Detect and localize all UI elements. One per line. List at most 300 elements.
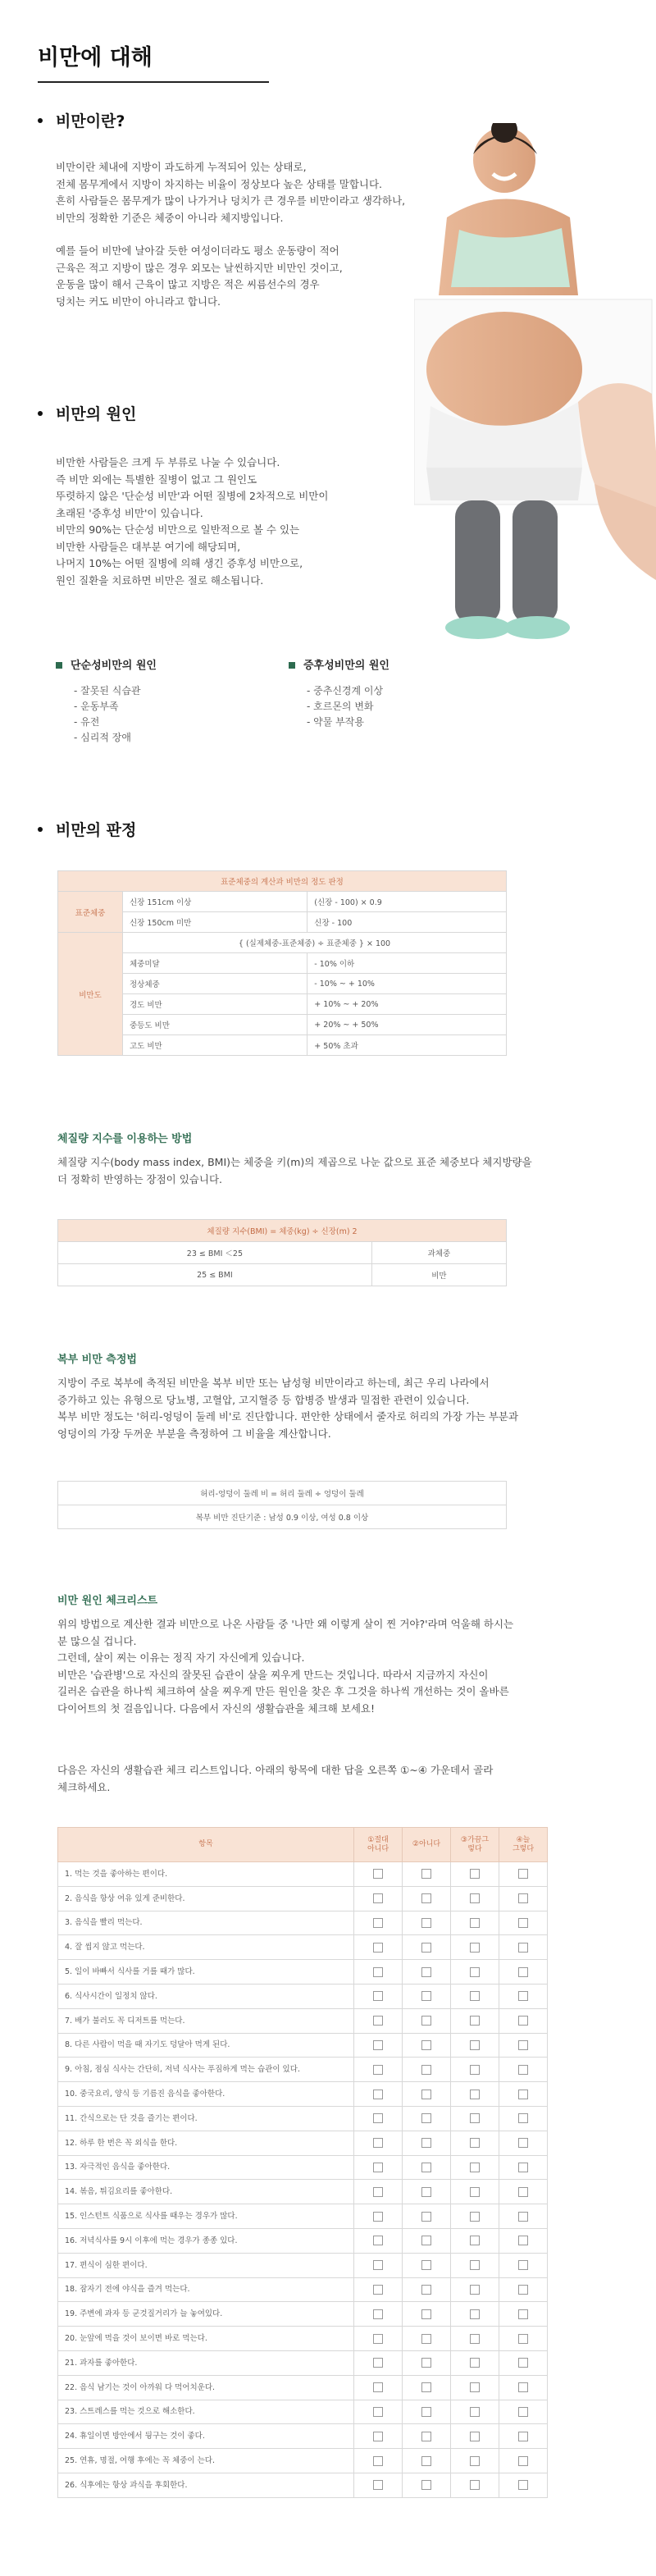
option-1-cell [354,2131,403,2155]
obesity-degree-table [57,870,507,1056]
paragraph-line: 다음은 자신의 생활습관 체크 리스트입니다. 아래의 항목에 대한 답을 오른쪽 ①~④ 가운데서 골라 [57,1764,494,1776]
table-cell: 체중미달 [123,953,308,974]
paragraph-line: 즉 비만 외에는 특별한 질병이 없고 그 원인도 [56,473,257,486]
header-line: 렇다 [467,1844,482,1853]
checkbox-icon[interactable] [518,2163,528,2172]
table-row [58,2302,548,2327]
checkbox-icon[interactable] [518,2432,528,2441]
option-1-cell [354,2204,403,2229]
option-4-cell [499,2473,548,2497]
checklist-item-label: 17. 편식이 심한 편이다. [58,2253,354,2277]
checkbox-icon[interactable] [373,2138,383,2148]
option-1-cell [354,2228,403,2253]
checkbox-icon[interactable] [518,2358,528,2368]
checkbox-icon[interactable] [421,2065,431,2075]
checkbox-icon[interactable] [373,1943,383,1953]
option-2-cell [403,1935,451,1960]
option-1-cell [354,2106,403,2131]
checkbox-icon[interactable] [470,2187,480,2197]
simple-obesity-causes [56,656,157,746]
checkbox-icon[interactable] [518,1943,528,1953]
checkbox-icon[interactable] [373,2456,383,2466]
checklist-text [57,1616,623,1717]
abdominal-text [57,1375,615,1442]
list-item: - 잘못된 식습관 [74,685,141,697]
checkbox-icon[interactable] [373,1869,383,1879]
option-1-cell [354,1911,403,1935]
option-3-cell [451,2008,499,2033]
checkbox-icon[interactable] [518,2260,528,2270]
checklist-item-label: 2. 음식을 항상 여유 있게 준비한다. [58,1886,354,1911]
option-4-cell [499,2302,548,2327]
option-4-header [499,1828,548,1862]
option-3-header [451,1828,499,1862]
table-row [58,2327,548,2351]
paragraph-line: 나머지 10%는 어떤 질병에 의해 생긴 증후성 비만으로, [56,557,303,569]
checklist-item-label: 6. 식사시간이 일정치 않다. [58,1984,354,2008]
option-2-cell [403,1960,451,1985]
symptomatic-causes-title-label: 증후성비만의 원인 [303,660,390,672]
checkbox-icon[interactable] [373,2236,383,2245]
option-4-cell [499,2277,548,2302]
checkbox-icon[interactable] [373,2432,383,2441]
option-2-cell [403,1984,451,2008]
table-row [58,2473,548,2497]
checkbox-icon[interactable] [421,1893,431,1903]
checkbox-icon[interactable] [421,2382,431,2392]
checkbox-icon[interactable] [373,2334,383,2344]
option-4-cell [499,2033,548,2058]
checkbox-icon[interactable] [518,2090,528,2099]
table-cell: 비만 [371,1264,506,1286]
checkbox-icon[interactable] [470,2382,480,2392]
paragraph-line: 다이어트의 첫 걸음입니다. 다음에서 자신의 생활습관을 체크해 보세요! [57,1701,375,1715]
checklist-item-label: 20. 눈앞에 먹을 것이 보이면 바로 먹는다. [58,2327,354,2351]
option-2-cell [403,1911,451,1935]
table-row [58,2033,548,2058]
option-3-cell [451,1935,499,1960]
table-row [58,1862,548,1887]
paragraph-line: 뚜렷하지 않은 '단순성 비만'과 어떤 질병에 2차적으로 비만이 [56,490,329,502]
option-3-cell [451,2277,499,2302]
checkbox-icon[interactable] [373,2382,383,2392]
option-4-cell [499,2058,548,2082]
checkbox-icon[interactable] [470,1869,480,1879]
option-4-cell [499,2180,548,2204]
checkbox-icon[interactable] [421,1943,431,1953]
option-1-cell [354,2253,403,2277]
checkbox-icon[interactable] [470,2260,480,2270]
paragraph-line: 위의 방법으로 계산한 결과 비만으로 나온 사람들 중 '나만 왜 이렇게 살이 찐 거야?'라며 억울해 하시는 [57,1618,514,1630]
option-1-cell [354,2449,403,2473]
table-row [58,2008,548,2033]
checklist-item-label: 9. 아침, 점심 식사는 간단히, 저녁 식사는 푸짐하게 먹는 습관이 있다. [58,2058,354,2082]
table-row [58,2058,548,2082]
checkbox-icon[interactable] [373,2090,383,2099]
table-row [58,2082,548,2107]
checkbox-icon[interactable] [518,2212,528,2222]
option-4-cell [499,2253,548,2277]
list-item: - 운동부족 [74,701,119,712]
checkbox-icon[interactable] [373,2113,383,2123]
paragraph-line: 체질량 지수(body mass index, BMI)는 체중을 키(m)의 제곱으로 나눈 값으로 표준 체중보다 체지방량을 [57,1156,532,1168]
table-row [58,2228,548,2253]
checkbox-icon[interactable] [518,2138,528,2148]
checkbox-icon[interactable] [518,2236,528,2245]
header-line: ③가끔그 [460,1835,490,1844]
header-line: 아니다 [367,1844,390,1853]
option-1-cell [354,2082,403,2107]
option-4-cell [499,1886,548,1911]
paragraph-line: 비만의 정확한 기준은 체중이 아니라 체지방입니다. [56,211,284,224]
option-3-cell [451,2082,499,2107]
option-2-header [403,1828,451,1862]
table-cell: 경도 비만 [123,994,308,1015]
table-cell: + 50% 초과 [308,1035,507,1056]
table-row [58,2131,548,2155]
page-title: 비만에 대해 [38,45,153,71]
checkbox-icon[interactable] [470,2456,480,2466]
checkbox-icon[interactable] [518,1991,528,2001]
option-1-cell [354,2302,403,2327]
checkbox-icon[interactable] [421,2456,431,2466]
checkbox-icon[interactable] [470,1967,480,1977]
paragraph-line: 근육은 적고 지방이 많은 경우 외모는 날씬하지만 비만인 것이고, [56,261,343,274]
checklist-item-label: 23. 스트레스를 먹는 것으로 해소한다. [58,2400,354,2424]
paragraph-line: 분 많으실 겁니다. [57,1634,137,1647]
table-cell: 신장 - 100 [308,912,507,933]
checkbox-icon[interactable] [470,2113,480,2123]
checklist-item-label: 18. 잠자기 전에 야식을 즐겨 먹는다. [58,2277,354,2302]
checklist-item-label: 22. 음식 남기는 것이 아까워 다 먹어치운다. [58,2375,354,2400]
checklist-table [57,1827,548,2498]
table-cell: 허리-엉덩이 둘레 비 = 허리 둘레 ÷ 엉덩이 둘레 [58,1482,507,1505]
checkbox-icon[interactable] [421,2236,431,2245]
option-4-cell [499,2400,548,2424]
simple-causes-title [56,656,157,672]
header-line: 그렇다 [512,1844,535,1853]
paragraph-line: 흔히 사람들은 몸무게가 많이 나가거나 덩치가 큰 경우를 비만이라고 생각하나, [56,194,406,207]
checkbox-icon[interactable] [470,2432,480,2441]
section-heading-label: 비만이란? [56,112,125,130]
checkbox-icon[interactable] [470,1991,480,2001]
checkbox-icon[interactable] [421,2480,431,2490]
section-heading-label: 비만의 판정 [56,821,137,839]
checkbox-icon[interactable] [421,2040,431,2050]
section1-text [56,159,417,310]
checkbox-icon[interactable] [421,2163,431,2172]
table-row [58,2106,548,2131]
option-3-cell [451,2106,499,2131]
checkbox-icon[interactable] [373,1918,383,1928]
option-4-cell [499,2155,548,2180]
option-4-cell [499,1862,548,1887]
option-3-cell [451,1886,499,1911]
option-4-cell [499,2204,548,2229]
checkbox-icon[interactable] [421,2113,431,2123]
checkbox-icon[interactable] [518,2040,528,2050]
checkbox-icon[interactable] [421,2334,431,2344]
checklist-item-label: 16. 저녁식사를 9시 이후에 먹는 경우가 종종 있다. [58,2228,354,2253]
header-line: ②아니다 [412,1840,441,1848]
checkbox-icon[interactable] [421,2432,431,2441]
checkbox-icon[interactable] [470,2138,480,2148]
checkbox-icon[interactable] [470,2309,480,2319]
checkbox-icon[interactable] [373,2065,383,2075]
checklist-item-label: 1. 먹는 것을 좋아하는 편이다. [58,1862,354,1887]
checkbox-icon[interactable] [470,2285,480,2295]
checkbox-icon[interactable] [421,2358,431,2368]
option-1-cell [354,1862,403,1887]
paragraph-line: 지방이 주로 복부에 축적된 비만을 복부 비만 또는 남성형 비만이라고 하는데, 최근 우리 나라에서 [57,1377,490,1389]
checkbox-icon[interactable] [421,2407,431,2417]
section-heading-causes [38,402,136,424]
checklist-item-label: 26. 식후에는 항상 과식을 후회한다. [58,2473,354,2497]
checkbox-icon[interactable] [470,2163,480,2172]
checklist-item-label: 21. 과자를 좋아한다. [58,2350,354,2375]
checklist-body [58,1862,548,2498]
option-2-cell [403,2302,451,2327]
checkbox-icon[interactable] [421,2285,431,2295]
dot-icon [38,118,43,123]
option-3-cell [451,2204,499,2229]
option-2-cell [403,2228,451,2253]
checklist-item-label: 3. 음식을 빨리 먹는다. [58,1911,354,1935]
checkbox-icon[interactable] [421,2212,431,2222]
checkbox-icon[interactable] [470,2334,480,2344]
table-row [58,1911,548,1935]
paragraph-line: 예를 들어 비만에 날아갈 듯한 여성이더라도 평소 운동량이 적어 [56,244,339,257]
standard-weight-label: 표준체중 [58,892,123,933]
checklist-item-label: 10. 중국요리, 양식 등 기름진 음식을 좋아한다. [58,2082,354,2107]
paragraph-line: 엉덩이의 가장 두꺼운 부분을 측정하여 그 비율을 계산합니다. [57,1427,331,1440]
option-1-cell [354,2277,403,2302]
option-2-cell [403,2180,451,2204]
checkbox-icon[interactable] [518,2334,528,2344]
option-4-cell [499,2131,548,2155]
checkbox-icon[interactable] [421,2260,431,2270]
checkbox-icon[interactable] [421,1967,431,1977]
checkbox-icon[interactable] [373,2212,383,2222]
symptomatic-obesity-causes [289,656,390,730]
option-3-cell [451,2424,499,2449]
table-cell: - 10% ~ + 10% [308,974,507,994]
option-4-cell [499,2082,548,2107]
checkbox-icon[interactable] [518,2285,528,2295]
option-2-cell [403,2375,451,2400]
paragraph-line: 원인 질환을 치료하면 비만은 절로 해소됩니다. [56,573,264,587]
option-4-cell [499,2449,548,2473]
option-1-cell [354,2033,403,2058]
table-row [58,2155,548,2180]
checkbox-icon[interactable] [373,1991,383,2001]
checkbox-icon[interactable] [518,1893,528,1903]
checklist-item-label: 7. 배가 불러도 꼭 디저트를 먹는다. [58,2008,354,2033]
section-heading-judgement [38,818,136,840]
option-3-cell [451,1984,499,2008]
checklist-heading: 비만 원인 체크리스트 [57,1595,158,1607]
option-2-cell [403,2327,451,2351]
checkbox-icon[interactable] [373,2480,383,2490]
square-icon [289,662,295,669]
checkbox-icon[interactable] [470,2212,480,2222]
option-2-cell [403,1886,451,1911]
table-row [58,2277,548,2302]
option-3-cell [451,2327,499,2351]
checklist-item-label: 12. 하루 한 번은 꼭 외식을 한다. [58,2131,354,2155]
checklist-item-label: 4. 잘 씹지 않고 먹는다. [58,1935,354,1960]
option-4-cell [499,1935,548,1960]
paragraph-line: 증가하고 있는 유형으로 당뇨병, 고혈압, 고지혈증 등 합병증 발생과 밀접한 관련이 있습니다. [57,1393,470,1406]
option-3-cell [451,2155,499,2180]
checkbox-icon[interactable] [421,2187,431,2197]
checklist-intro [57,1762,623,1796]
checklist-item-label: 13. 자극적인 음식을 좋아한다. [58,2155,354,2180]
option-3-cell [451,2131,499,2155]
checkbox-icon[interactable] [470,1893,480,1903]
checkbox-icon[interactable] [518,2480,528,2490]
checklist-item-label: 8. 다른 사람이 먹을 때 자기도 덩달아 먹게 된다. [58,2033,354,2058]
checkbox-icon[interactable] [470,2407,480,2417]
checkbox-icon[interactable] [373,2407,383,2417]
checkbox-icon[interactable] [373,1967,383,1977]
table-cell: 23 ≤ BMI ＜25 [58,1242,372,1264]
checkbox-icon[interactable] [421,2090,431,2099]
checkbox-icon[interactable] [421,1869,431,1879]
table-row [58,2350,548,2375]
option-3-cell [451,2375,499,2400]
item-column-header: 항목 [58,1828,354,1862]
table-cell: 정상체중 [123,974,308,994]
checkbox-icon[interactable] [470,1943,480,1953]
checklist-item-label: 19. 주변에 과자 등 군것질거리가 늘 놓여있다. [58,2302,354,2327]
option-3-cell [451,2180,499,2204]
checkbox-icon[interactable] [518,2456,528,2466]
checkbox-icon[interactable] [373,2260,383,2270]
list-item: - 중추신경계 이상 [307,685,384,697]
checkbox-icon[interactable] [518,2382,528,2392]
table-row [58,1886,548,1911]
table-cell: 신장 151cm 이상 [123,892,308,912]
dot-icon [38,827,43,832]
checkbox-icon[interactable] [470,2065,480,2075]
checkbox-icon[interactable] [421,2309,431,2319]
option-1-cell [354,2327,403,2351]
checkbox-icon[interactable] [373,1893,383,1903]
option-2-cell [403,2400,451,2424]
checkbox-icon[interactable] [373,2358,383,2368]
section-heading-what-is-obesity [38,109,125,131]
checkbox-icon[interactable] [373,2163,383,2172]
table-cell: 중등도 비만 [123,1015,308,1035]
option-3-cell [451,1911,499,1935]
checkbox-icon[interactable] [421,1991,431,2001]
waist-hip-table [57,1481,507,1529]
checkbox-icon[interactable] [373,2016,383,2026]
checkbox-icon[interactable] [373,2285,383,2295]
option-2-cell [403,1862,451,1887]
option-3-cell [451,2350,499,2375]
checkbox-icon[interactable] [518,1918,528,1928]
table-row [58,2180,548,2204]
option-1-cell [354,1935,403,1960]
bmi-text [57,1154,590,1188]
option-2-cell [403,2058,451,2082]
checkbox-icon[interactable] [518,2113,528,2123]
option-2-cell [403,2008,451,2033]
paragraph-line: 체크하세요. [57,1780,111,1793]
checkbox-icon[interactable] [518,2187,528,2197]
checkbox-icon[interactable] [518,2407,528,2417]
checkbox-icon[interactable] [421,2016,431,2026]
option-2-cell [403,2106,451,2131]
option-1-cell [354,1886,403,1911]
option-2-cell [403,2350,451,2375]
checkbox-icon[interactable] [373,2187,383,2197]
option-2-cell [403,2131,451,2155]
option-3-cell [451,1960,499,1985]
checkbox-icon[interactable] [518,2309,528,2319]
option-4-cell [499,2350,548,2375]
checkbox-icon[interactable] [421,2138,431,2148]
checklist-item-label: 25. 연휴, 명절, 여행 후에는 꼭 체중이 는다. [58,2449,354,2473]
checkbox-icon[interactable] [470,2040,480,2050]
table-cell: 25 ≤ BMI [58,1264,372,1286]
paragraph-line: 더 정확히 반영하는 장점이 있습니다. [57,1172,222,1185]
option-2-cell [403,2253,451,2277]
checkbox-icon[interactable] [373,2309,383,2319]
checkbox-icon[interactable] [470,1918,480,1928]
checkbox-icon[interactable] [518,2016,528,2026]
checklist-item-label: 24. 휴일이면 방안에서 뒹구는 것이 좋다. [58,2424,354,2449]
option-3-cell [451,2228,499,2253]
checkbox-icon[interactable] [470,2480,480,2490]
checkbox-icon[interactable] [518,2065,528,2075]
list-item: - 유전 [74,716,100,728]
paragraph-line: 그런데, 살이 찌는 이유는 정직 자기 자신에게 있습니다. [57,1651,305,1664]
header-line: ①절대 [367,1835,389,1844]
checklist-item-label: 14. 볶음, 튀김요리를 좋아한다. [58,2180,354,2204]
checkbox-icon[interactable] [518,1967,528,1977]
table-row [58,1960,548,1985]
option-1-cell [354,1960,403,1985]
option-4-cell [499,1960,548,1985]
table-row [58,2449,548,2473]
table-row [58,2375,548,2400]
option-2-cell [403,2277,451,2302]
symptomatic-causes-title [289,656,390,672]
option-2-cell [403,2082,451,2107]
table-cell: (신장 - 100) × 0.9 [308,892,507,912]
option-4-cell [499,1984,548,2008]
checkbox-icon[interactable] [470,2236,480,2245]
table-row [58,2204,548,2229]
checkbox-icon[interactable] [421,1918,431,1928]
section-heading-label: 비만의 원인 [56,405,137,423]
option-3-cell [451,2253,499,2277]
table-cell: + 10% ~ + 20% [308,994,507,1015]
paragraph-line: 복부 비만 정도는 '허리-엉덩이 둘레 비'로 진단합니다. 편안한 상태에서 줄자로 허리의 가장 가는 부분과 [57,1410,519,1423]
paragraph-line [56,226,417,243]
checkbox-icon[interactable] [470,2016,480,2026]
table-cell: { (실제체중-표준체중) ÷ 표준체중 } × 100 [123,933,507,953]
option-2-cell [403,2204,451,2229]
checkbox-icon[interactable] [470,2358,480,2368]
checkbox-icon[interactable] [470,2090,480,2099]
section2-text [56,454,417,589]
checkbox-icon[interactable] [373,2040,383,2050]
checkbox-icon[interactable] [518,1869,528,1879]
